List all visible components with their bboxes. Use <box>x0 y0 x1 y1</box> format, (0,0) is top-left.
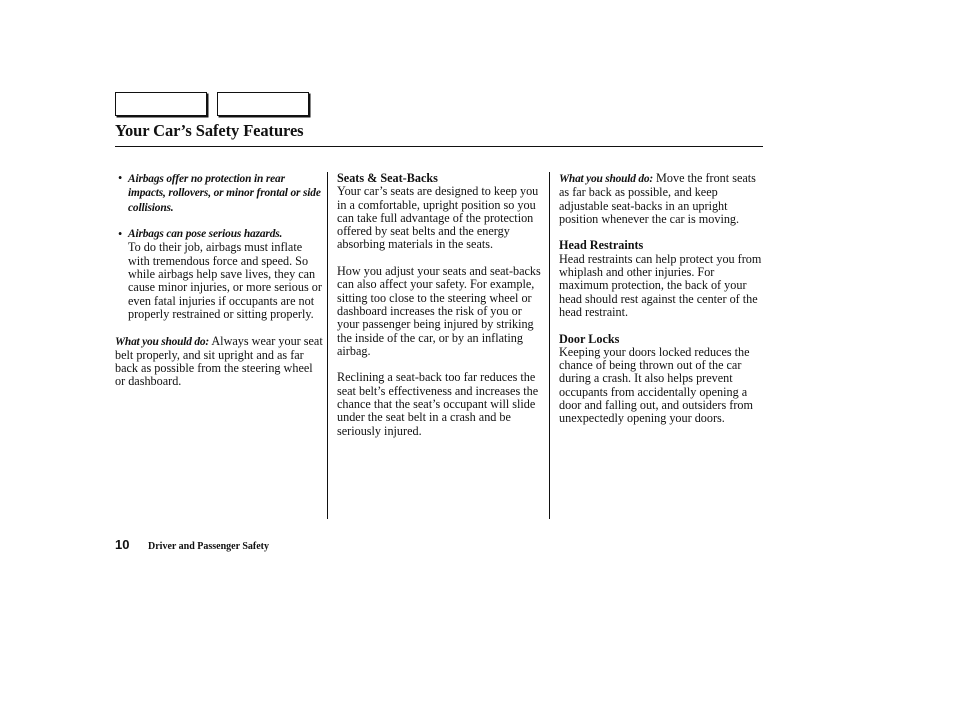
section-heading: Door Locks <box>559 331 620 346</box>
page-title: Your Car’s Safety Features <box>115 121 304 140</box>
nav-button-previous[interactable] <box>115 92 207 116</box>
paragraph-text: Keeping your doors locked reduces the chance of being thrown out of the car during a crash. It also helps prevent occupants from accidentally opening a door and falling out, and outsiders from unexpectedly opening your doors. <box>559 344 753 426</box>
paragraph <box>559 333 764 426</box>
bullet-heading: Airbags can pose serious hazards. <box>128 228 283 241</box>
column-divider <box>327 172 328 519</box>
nav-button-next[interactable] <box>217 92 309 116</box>
paragraph <box>337 172 545 252</box>
paragraph <box>559 239 764 319</box>
column-divider <box>549 172 550 519</box>
title-divider <box>115 146 763 147</box>
paragraph-text: Move the front seats as far back as possible, and keep adjustable seat-backs in an upright position whenever the car is moving. <box>559 171 756 226</box>
footer-section-title: Driver and Passenger Safety <box>148 541 270 552</box>
page-number: 10 <box>115 537 130 552</box>
bullet-text: Airbags offer no protection in rear impacts, rollovers, or minor frontal or side collisions. <box>128 173 321 214</box>
paragraph: How you adjust your seats and seat-backs can also affect your safety. For example, sitting too close to the steering wheel or dashboard increases the risk of you or your passenger being injured by striking the inside of the car, or by an inflating airbag. <box>337 264 541 358</box>
section-heading: Head Restraints <box>559 238 644 253</box>
bullet-dot-icon: • <box>118 227 123 242</box>
paragraph <box>559 172 764 226</box>
section-heading: Seats & Seat-Backs <box>337 171 438 185</box>
bullet-dot-icon: • <box>118 171 123 185</box>
paragraph-text: Head restraints can help protect you from whiplash and other injuries. For maximum protection, the back of your head should rest against the center of the head restraint. <box>559 251 762 319</box>
what-you-should-do-label: What you should do: <box>559 173 653 185</box>
bullet-item <box>115 172 325 215</box>
column-left <box>115 172 325 402</box>
bullet-text: To do their job, airbags must inflate with tremendous force and speed. So while airbags help save lives, they can cause minor injuries, or more serious or even fatal injuries if occupants are not properly restrained or sitting properly. <box>128 240 322 321</box>
column-right <box>559 172 764 439</box>
bullet-item <box>115 228 325 321</box>
column-middle <box>337 172 545 451</box>
paragraph-text: Your car’s seats are designed to keep you in a comfortable, upright position so you can take full advantage of the protection offered by seat belts and the energy absorbing materials in the seats. <box>337 184 539 252</box>
paragraph-text: Always wear your seat belt properly, and sit upright and as far back as possible from the steering wheel or dashboard. <box>115 333 323 389</box>
what-you-should-do-label: What you should do: <box>115 335 209 348</box>
paragraph: Reclining a seat-back too far reduces the seat belt’s effectiveness and increases the chance that the seat’s occupant will slide under the seat belt in a crash and be seriously injured. <box>337 370 539 438</box>
paragraph <box>115 335 325 389</box>
